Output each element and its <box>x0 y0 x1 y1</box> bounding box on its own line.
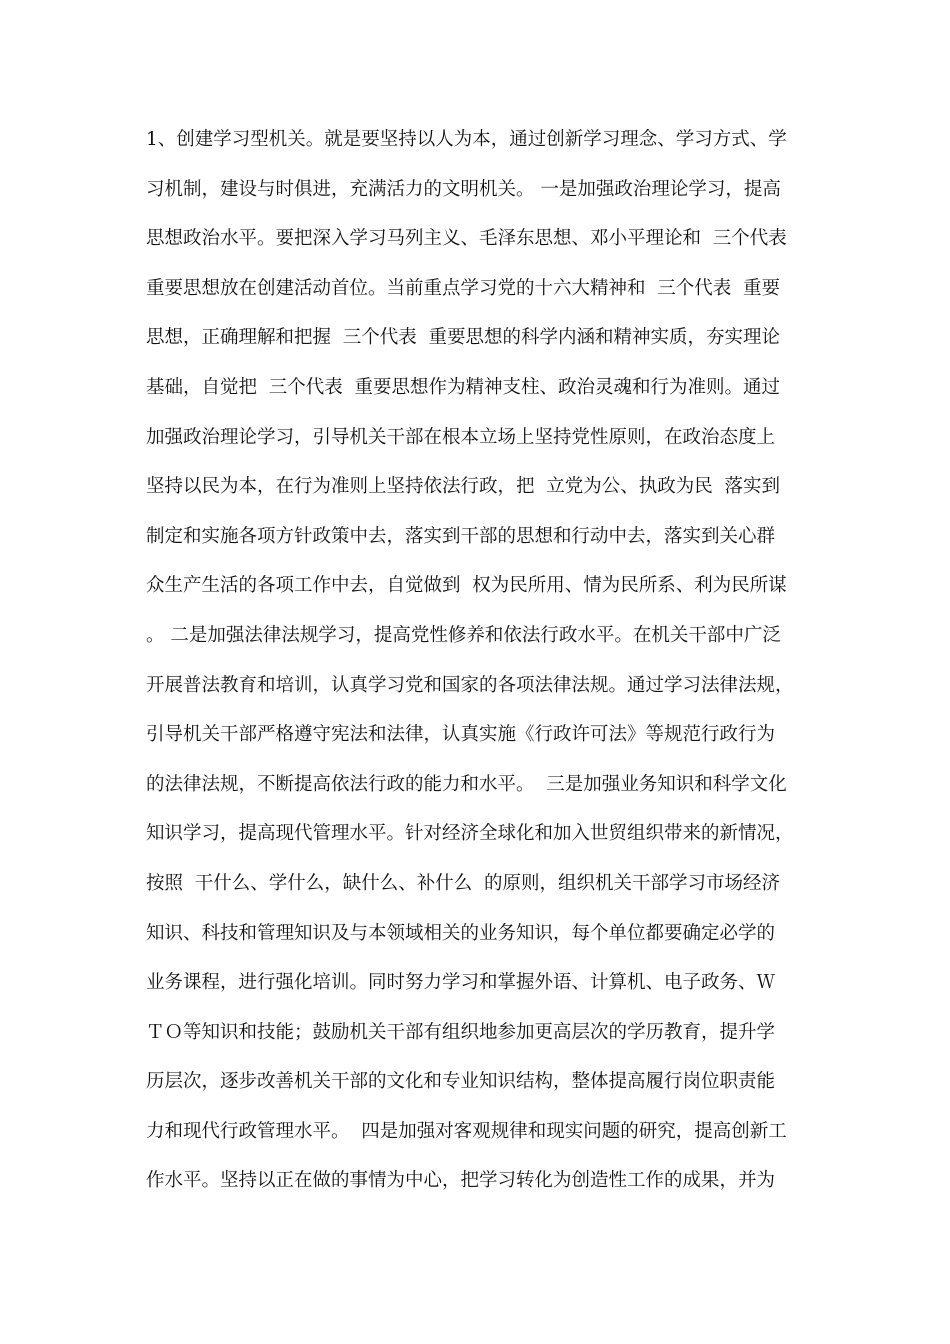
text-line: 作水平。坚持以正在做的事情为中心，把学习转化为创造性工作的成果，并为 <box>146 1170 776 1192</box>
text-line: 众生产生活的各项工作中去，自觉做到 权为民所用、情为民所系、利为民所谋 <box>146 575 787 597</box>
text-line: 按照 干什么、学什么，缺什么、补什么 的原则，组织机关干部学习市场经济 <box>146 872 781 894</box>
text-line: 业务课程，进行强化培训。同时努力学习和掌握外语、计算机、电子政务、Ｗ <box>146 972 776 994</box>
text-line: 思想，正确理解和把握 三个代表 重要思想的科学内涵和精神实质，夯实理论 <box>146 327 781 349</box>
text-line: 的法律法规，不断提高依法行政的能力和水平。 三是加强业务知识和科学文化 <box>146 773 787 795</box>
text-line: ＴＯ等知识和技能；鼓励机关干部有组织地参加更高层次的学历教育，提升学 <box>146 1021 776 1043</box>
text-line: 基础，自觉把 三个代表 重要思想作为精神支柱、政治灵魂和行为准则。通过 <box>146 376 781 398</box>
text-line: 引导机关干部严格遵守宪法和法律，认真实施《行政许可法》等规范行政行为 <box>146 724 776 746</box>
text-line: 知识学习，提高现代管理水平。针对经济全球化和加入世贸组织带来的新情况， <box>146 823 794 845</box>
text-line: 历层次，逐步改善机关干部的文化和专业知识结构，整体提高履行岗位职责能 <box>146 1071 776 1093</box>
text-line: 习机制，建设与时俱进，充满活力的文明机关。 一是加强政治理论学习，提高 <box>146 178 781 200</box>
text-line: 坚持以民为本，在行为准则上坚持依法行政，把 立党为公、执政为民 落实到 <box>146 476 781 498</box>
text-line: 制定和实施各项方针政策中去，落实到干部的思想和行动中去，落实到关心群 <box>146 525 776 547</box>
text-line: 知识、科技和管理知识及与本领域相关的业务知识，每个单位都要确定必学的 <box>146 922 776 944</box>
text-line: 。 二是加强法律法规学习，提高党性修养和依法行政水平。在机关干部中广泛 <box>146 624 781 646</box>
text-line: 开展普法教育和培训，认真学习党和国家的各项法律法规。通过学习法律法规， <box>146 674 794 696</box>
text-line: 思想政治水平。要把深入学习马列主义、毛泽东思想、邓小平理论和 三个代表 <box>146 228 787 250</box>
text-line: 1、创建学习型机关。就是要坚持以人为本，通过创新学习理念、学习方式、学 <box>146 129 787 150</box>
text-line: 力和现代行政管理水平。 四是加强对客观规律和现实问题的研究，提高创新工 <box>146 1120 787 1142</box>
text-line: 加强政治理论学习，引导机关干部在根本立场上坚持党性原则，在政治态度上 <box>146 426 776 448</box>
text-line: 重要思想放在创建活动首位。当前重点学习党的十六大精神和 三个代表 重要 <box>146 277 781 299</box>
body-paragraph <box>146 125 826 1216</box>
